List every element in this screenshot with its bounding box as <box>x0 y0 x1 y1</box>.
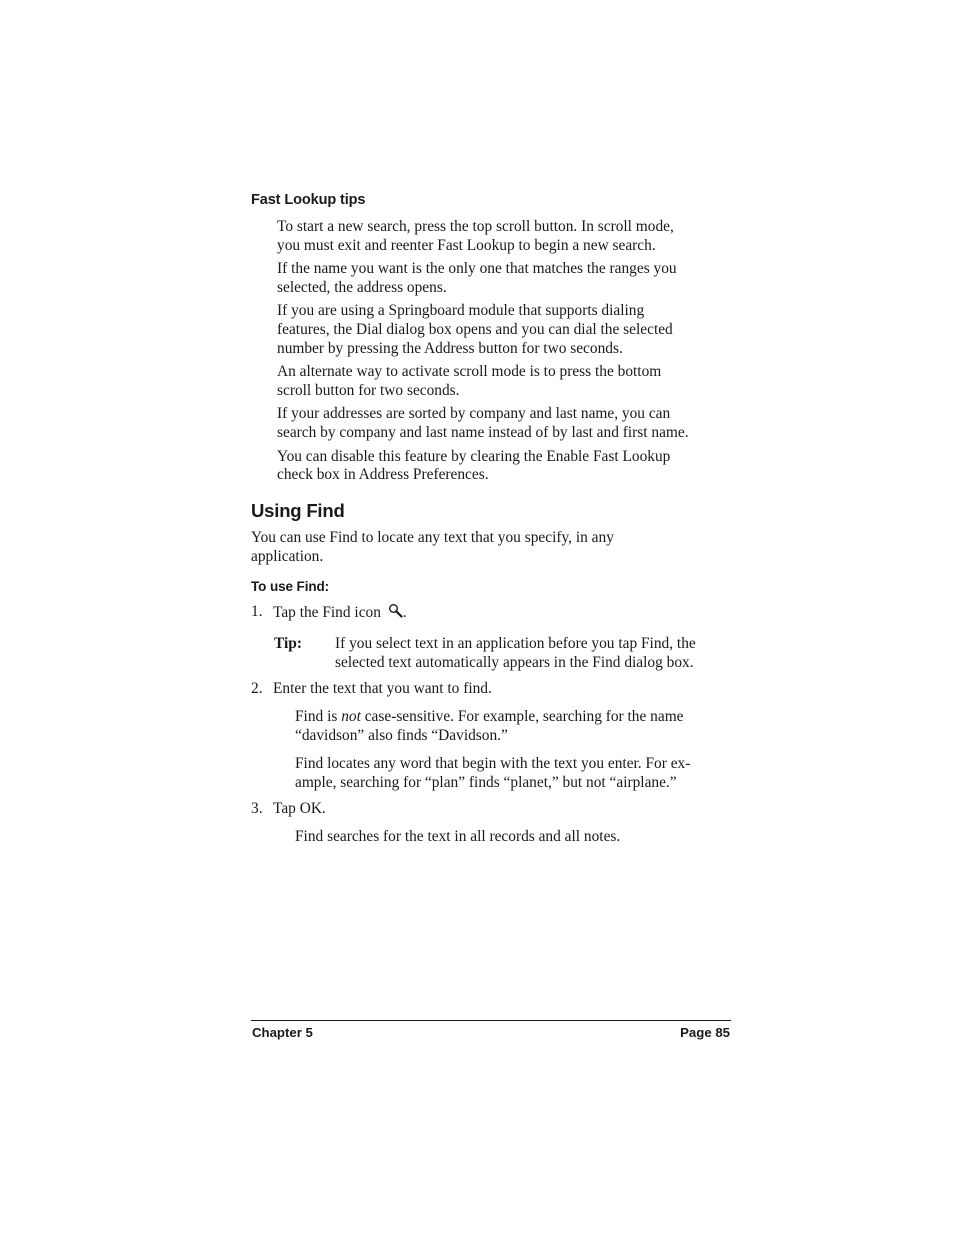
step-2: Enter the text that you want to find. <box>273 680 492 697</box>
tip-paragraph: To start a new search, press the top scroll button. In scroll mode, you must exit and reenter Fast Lookup to begin a new search. <box>277 218 674 254</box>
tip-paragraph: If you are using a Springboard module that supports dialing features, the Dial dialog box opens and you can dial the selected number by pressing the Address button for two seconds. <box>277 302 673 357</box>
tip-text: If you select text in an application before you tap Find, the selected text automatically appears in the Find dialog box. <box>335 635 696 671</box>
step-1: Tap the Find icon . <box>273 604 407 621</box>
fast-lookup-heading: Fast Lookup tips <box>251 192 366 208</box>
case-sensitivity-note: Find is not case-sensitive. For example, searching for the name “davidson” also finds “Davidson.” <box>295 708 684 744</box>
footer-divider <box>251 1020 731 1021</box>
footer-page-number: Page 85 <box>680 1025 730 1040</box>
procedure-heading: To use Find: <box>251 579 330 594</box>
magnifier-icon <box>388 603 403 618</box>
tip-label: Tip: <box>274 635 302 652</box>
step-number: 1. <box>251 603 263 620</box>
footer-chapter: Chapter 5 <box>252 1025 313 1040</box>
fast-lookup-tips <box>277 218 737 485</box>
using-find-intro: You can use Find to locate any text that you specify, in any application. <box>251 529 614 565</box>
step-number: 3. <box>251 800 263 817</box>
tip-paragraph: An alternate way to activate scroll mode is to press the bottom scroll button for two seconds. <box>277 363 662 399</box>
prefix-match-note: Find locates any word that begin with the text you enter. For ex- ample, searching for “plan” finds “planet,” but not “airplane.” <box>295 755 691 791</box>
search-scope-note: Find searches for the text in all records and all notes. <box>295 828 621 845</box>
tip-paragraph: If your addresses are sorted by company and last name, you can search by company and last name instead of by last and first name. <box>277 405 689 441</box>
tip-paragraph: If the name you want is the only one that matches the ranges you selected, the address opens. <box>277 260 677 296</box>
tip-paragraph: You can disable this feature by clearing the Enable Fast Lookup check box in Address Preferences. <box>277 447 671 484</box>
step-3: Tap OK. <box>273 800 326 817</box>
using-find-heading: Using Find <box>251 500 345 521</box>
step-number: 2. <box>251 680 263 697</box>
